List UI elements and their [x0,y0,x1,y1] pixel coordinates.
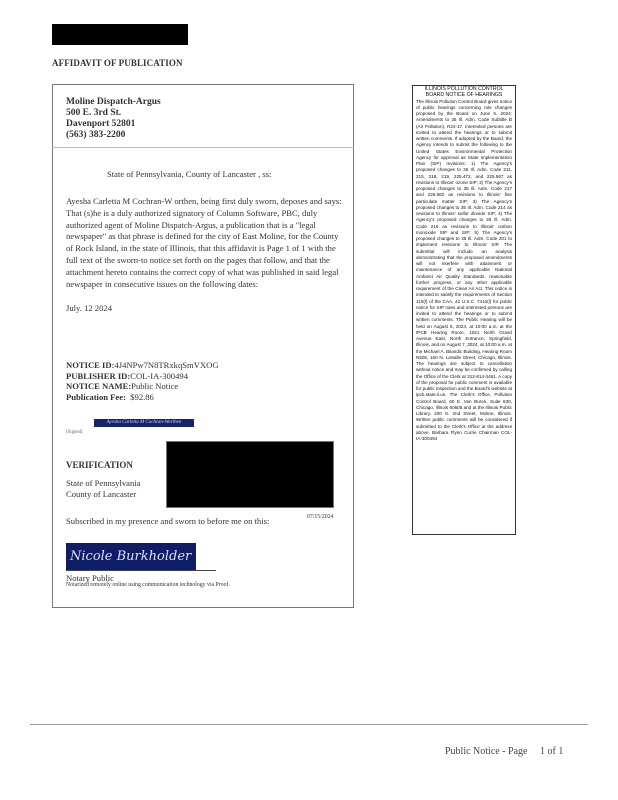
notary-title: Notary Public [66,573,114,583]
notice-name-label: NOTICE NAME: [66,381,132,392]
redaction-bar-top [52,24,188,45]
notice-clipping [412,85,516,535]
footer-divider [30,724,588,725]
publisher-block [66,97,161,141]
fee-value: $92.86 [130,391,154,402]
notice-id-row [66,360,219,371]
page-footer [445,746,563,757]
clipping-body: The Illinois Pollution Control Board gives notice of public hearings concerning rule changes proposed by the Board on June 6, 2024: Amendments to 35 Ill. Adm. Code Subtitle B (Air Pollution), R24-17. Interested persons are invited to attend the hearings or to submit written comments. If adopted by the Board, the Agency intends to submit the following to the United States Environmental Protection Agency for approval as State Implementation Plan (SIP) revisions: 1) The Agency's proposed changes to 35 Ill. Adm. Code 211, 215, 218, 219, 225.472, and 225.567 as revisions to Illinois' ozone SIP; 2) The Agency's proposed changes to 35 Ill. Adm. Code 217 and 225.582 as revisions to Illinois' fine particulate matter SIP; 3) The Agency's proposed changes to 35 Ill. Adm. Code 214 as revisions to Illinois' sulfur dioxide SIP; 4) The Agency's proposed changes to 35 Ill. Adm. Code 216 as revisions to Illinois' carbon monoxide SIP and SIP; 5) The Agency's proposed changes to 35 Ill. Adm. Code 201 to implement revisions to Illinois' SIP. The submittal will include an analysis demonstrating that the proposed amendments will not interfere with attainment or maintenance of any applicable National Ambient Air Quality Standards, reasonable further progress, or any other applicable requirement of the Clean Air Act. This notice is intended to satisfy the requirements of Section 110(l) of the CAA, 42 U.S.C. 7410(l) for public notice for SIP rules and interested persons are invited to attend the hearings or to submit written comments. The Public Hearing will be held on August 6, 2024, at 10:00 a.m. at the IPCB Hearing Room, 1021 North Grand Avenue East, North Entrance, Springfield, Illinois, and on August 7, 2024, at 10:00 a.m. at the Michael A. Bilandic Building, Hearing Room N505, 160 N. LaSalle Street, Chicago, Illinois. The hearings are subject to cancellation without notice and may be confirmed by calling the Office of the Clerk at 312-814-3461. A copy of the proposal for public comment is available for public inspection and the Board's website at ipcb.state.il.us. The Clerk's Office, Pollution Control Board, 60 E. Van Buren, Suite 630, Chicago, Illinois 60605 and at the Illinois Public Library, 200 S. 2nd Street, Moline, Illinois. Written public comments will be considered if submitted to the Clerk's Office at the address above. Barbara Flynn Currie Chairman COL-IA-300494 [416,98,513,442]
verification-county: County of Lancaster [66,488,137,499]
verification-location [66,478,140,499]
signer-signature: Ayesha Carletta M Cochran-Worthen [94,419,194,427]
verification-title: VERIFICATION [66,460,133,470]
subscribed-line: Subscribed in my presence and sworn to before me on this: [66,516,270,526]
publisher-city: Davenport 52801 [66,119,136,129]
subscribed-date: 07/15/2024 [307,514,334,520]
footer-label: Public Notice - Page [445,746,528,757]
divider [52,147,354,148]
notice-name-value: Public Notice [131,381,179,392]
notice-info [66,360,219,402]
notice-id-value: 4J4NPw7N8TRxkqSmVXOG [114,360,219,370]
redaction-box-notary-seal [166,441,334,508]
footer-page: 1 of 1 [539,746,564,757]
clipping-title: ILLINOIS POLLUTION CONTROL BOARD NOTICE OF HEARINGS [424,86,504,98]
notary-signature [66,543,196,570]
notice-id-label: NOTICE ID: [66,360,115,370]
publisher-name: Moline Dispatch-Argus [66,97,161,107]
affidavit-card [52,84,354,608]
publisher-id-row [66,371,219,382]
publication-dates: July. 12 2024 [66,303,112,313]
notice-name-row [66,381,219,392]
venue-line: State of Pennsylvania, County of Lancaster , ss: [107,169,272,179]
publisher-phone: (563) 383-2200 [66,130,126,140]
document-title: AFFIDAVIT OF PUBLICATION [52,58,183,68]
publisher-id-label: PUBLISHER ID: [66,370,131,381]
notary-signature-line [66,570,216,571]
verification-state: State of Pennsylvania [66,478,141,488]
publication-fee-row [66,392,219,403]
notary-note: Notarized remotely online using communication technology via Proof. [66,582,230,588]
affidavit-body: Ayesha Carletta M Cochran-W orthen, being first duly sworn, deposes and says: That (s)he is a duly authorized signatory of Column Software, PBC, duly authorized agent of Moline Dispatch-Argus, a publication that is a "legal newspaper" as that phrase is defined for the city of East Moline, for the County of Rock Island, in the state of Illinois, that this affidavit is Page 1 of 1 with the full text of the sworn-to notice set forth on the pages that follow, and that the attachment hereto contains the correct copy of what was published in said legal newspaper in consecutive issues on the following dates: [66,196,342,289]
publisher-id-value: COL-IA-300494 [130,370,188,381]
publisher-address: 500 E. 3rd St. [66,108,122,118]
notary-signature-text: Nicole Burkholder [70,549,192,564]
signed-label: (Signed) [66,430,83,435]
fee-label: Publication Fee: [66,391,126,402]
